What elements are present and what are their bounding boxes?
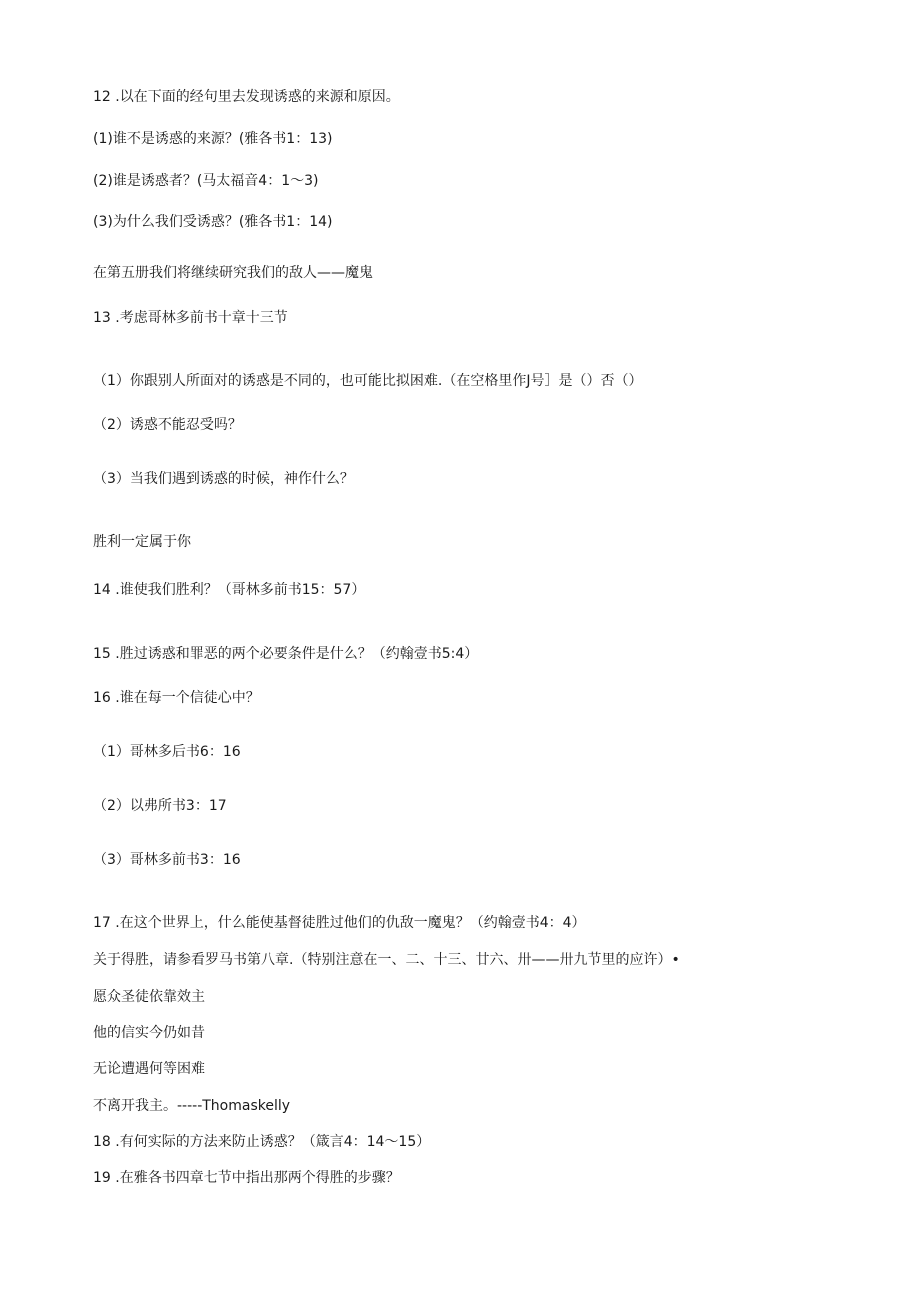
question-15: 15 .胜过诱惑和罪恶的两个必要条件是什么？（约翰壹书5:4） [93, 646, 479, 662]
question-12: 12 .以在下面的经句里去发现诱惑的来源和原因。 [93, 89, 400, 105]
victory-note: 关于得胜，请参看罗马书第八章.（特别注意在一、二、十三、廿六、卅——卅九节里的应许）• [93, 952, 680, 968]
question-16: 16 .谁在每一个信徒心中？ [93, 690, 260, 706]
hymn-line-3: 无论遭遇何等困难 [93, 1061, 205, 1077]
question-17: 17 .在这个世界上，什么能使基督徒胜过他们的仇敌一魔鬼？（约翰壹书4：4） [93, 915, 586, 931]
section-note: 在第五册我们将继续研究我们的敌人——魔鬼 [93, 265, 373, 281]
question-13: 13 .考虑哥林多前书十章十三节 [93, 310, 288, 326]
question-16-part-2: （2）以弗所书3：17 [93, 798, 227, 814]
question-12-part-1: (1)谁不是诱惑的来源？(雅各书1：13) [93, 131, 333, 147]
hymn-line-2: 他的信实今仍如昔 [93, 1025, 205, 1041]
question-13-part-3: （3）当我们遇到诱惑的时候，神作什么？ [93, 471, 354, 487]
question-19: 19 .在雅各书四章七节中指出那两个得胜的步骤？ [93, 1170, 400, 1186]
hymn-line-1: 愿众圣徒依靠效主 [93, 989, 205, 1005]
question-12-part-2: (2)谁是诱惑者？(马太福音4：1～3) [93, 173, 319, 189]
question-14: 14 .谁使我们胜利？（哥林多前书15：57） [93, 582, 366, 598]
question-13-part-2: （2）诱惑不能忍受吗？ [93, 417, 242, 433]
question-16-part-1: （1）哥林多后书6：16 [93, 744, 241, 760]
hymn-line-4: 不离开我主。-----Thomaskelly [93, 1098, 291, 1114]
question-16-part-3: （3）哥林多前书3：16 [93, 852, 241, 868]
question-18: 18 .有何实际的方法来防止诱惑？（箴言4：14～15） [93, 1134, 431, 1150]
question-13-part-1: （1）你跟别人所面对的诱惑是不同的，也可能比拟困难.（在空格里作J号］是（）否（） [93, 373, 643, 389]
question-12-part-3: (3)为什么我们受诱惑？(雅各书1：14) [93, 214, 333, 230]
section-heading: 胜利一定属于你 [93, 534, 191, 550]
